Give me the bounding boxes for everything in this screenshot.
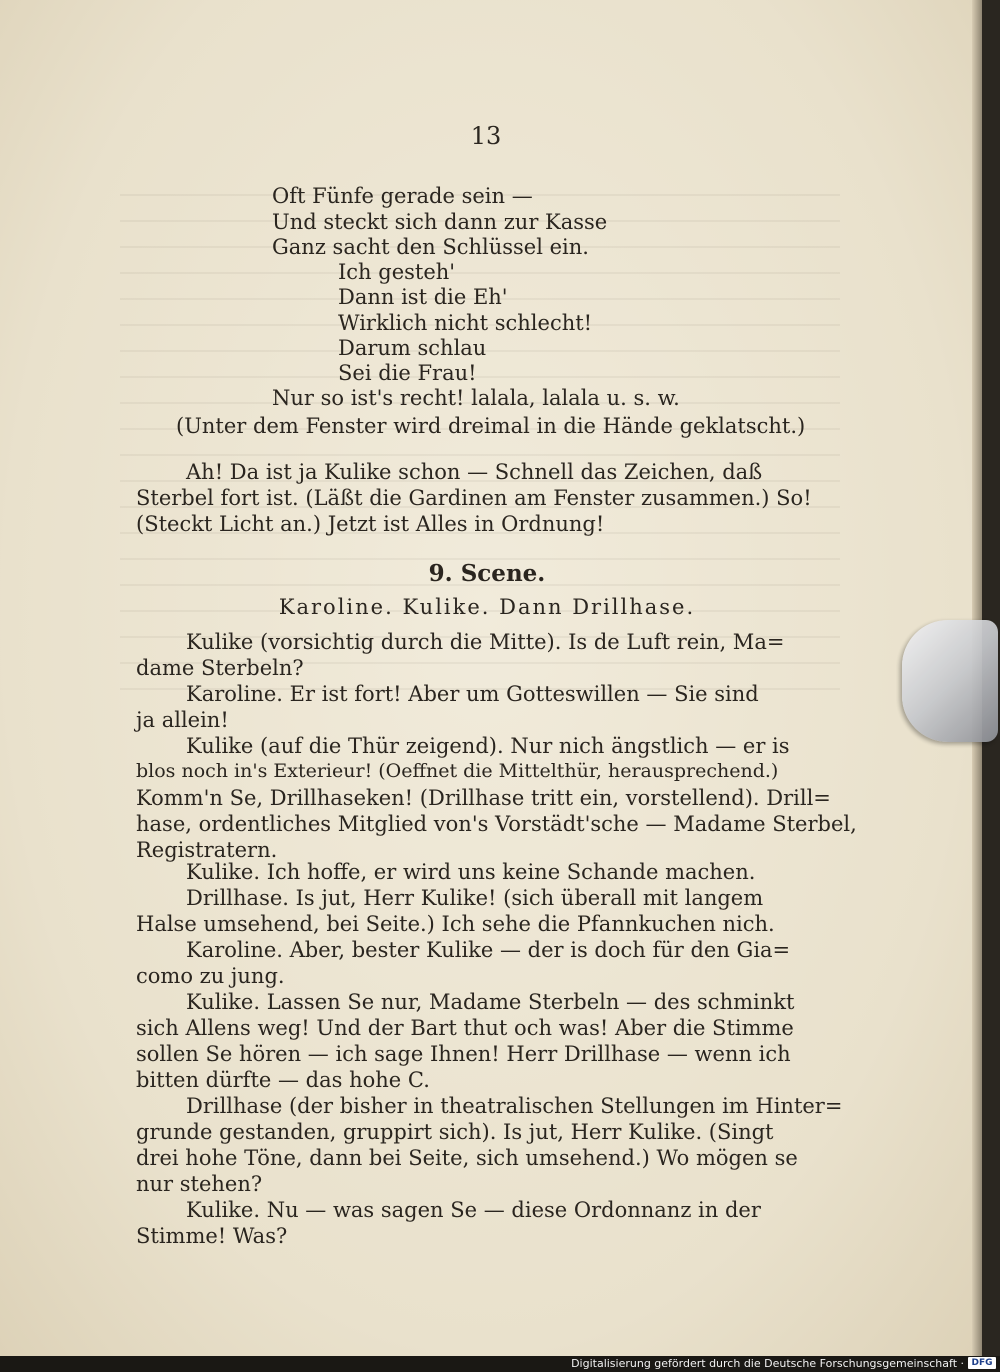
dialogue-line: Komm'n Se, Drillhaseken! (Drillhase tritt ein, vorstellend). Drill= bbox=[136, 786, 831, 810]
dialogue-line: drei hohe Töne, dann bei Seite, sich umsehend.) Wo mögen se bbox=[136, 1146, 798, 1170]
dialogue-line: sich Allens weg! Und der Bart thut och was! Aber die Stimme bbox=[136, 1016, 794, 1040]
dialogue-line: como zu jung. bbox=[136, 964, 285, 988]
dialogue-line: blos noch in's Exterieur! (Oeffnet die Mittelthür, herausprechend.) bbox=[136, 760, 779, 782]
paragraph-line: Ah! Da ist ja Kulike schon — Schnell das Zeichen, daß bbox=[186, 460, 763, 484]
verse-line: Dann ist die Eh' bbox=[338, 285, 508, 309]
verse-line: Oft Fünfe gerade sein — bbox=[272, 184, 533, 208]
dialogue-line: Karoline. Er ist fort! Aber um Gotteswillen — Sie sind bbox=[186, 682, 759, 706]
verse-line: Und steckt sich dann zur Kasse bbox=[272, 210, 608, 234]
verse-line: Ganz sacht den Schlüssel ein. bbox=[272, 235, 589, 259]
funding-note: Digitalisierung gefördert durch die Deutsche Forschungsgemeinschaft · bbox=[571, 1357, 964, 1370]
page-number: 13 bbox=[470, 122, 502, 150]
verse-line: Sei die Frau! bbox=[338, 361, 477, 385]
verse-line: Nur so ist's recht! lalala, lalala u. s. w. bbox=[272, 386, 680, 410]
dialogue-line: Kulike (vorsichtig durch die Mitte). Is de Luft rein, Ma= bbox=[186, 630, 785, 654]
paragraph-line: (Steckt Licht an.) Jetzt ist Alles in Ordnung! bbox=[136, 512, 605, 536]
dialogue-line: hase, ordentliches Mitglied von's Vorstädt'sche — Madame Sterbel, bbox=[136, 812, 857, 836]
verse-line: Darum schlau bbox=[338, 336, 487, 360]
dialogue-line: grunde gestanden, gruppirt sich). Is jut, Herr Kulike. (Singt bbox=[136, 1120, 774, 1144]
page-clip-tab bbox=[902, 620, 998, 742]
scene-title: 9. Scene. bbox=[428, 560, 546, 587]
dialogue-line: Kulike. Lassen Se nur, Madame Sterbeln — des schminkt bbox=[186, 990, 795, 1014]
dialogue-line: Stimme! Was? bbox=[136, 1224, 288, 1248]
dialogue-line: dame Sterbeln? bbox=[136, 656, 304, 680]
paragraph-line: Sterbel fort ist. (Läßt die Gardinen am Fenster zusammen.) So! bbox=[136, 486, 812, 510]
dialogue-line: sollen Se hören — ich sage Ihnen! Herr Drillhase — wenn ich bbox=[136, 1042, 791, 1066]
dialogue-line: Kulike (auf die Thür zeigend). Nur nich ängstlich — er is bbox=[186, 734, 790, 758]
dialogue-line: bitten dürfte — das hohe C. bbox=[136, 1068, 430, 1092]
dialogue-line: Halse umsehend, bei Seite.) Ich sehe die Pfannkuchen nich. bbox=[136, 912, 775, 936]
verse-line: Ich gesteh' bbox=[338, 260, 456, 284]
dfg-logo: DFG bbox=[968, 1357, 996, 1369]
stage-direction: (Unter dem Fenster wird dreimal in die Hände geklatscht.) bbox=[176, 414, 806, 438]
dialogue-line: Kulike. Ich hoffe, er wird uns keine Schande machen. bbox=[186, 860, 756, 884]
dialogue-line: nur stehen? bbox=[136, 1172, 263, 1196]
dialogue-line: Karoline. Aber, bester Kulike — der is doch für den Gia= bbox=[186, 938, 791, 962]
verse-line: Wirklich nicht schlecht! bbox=[338, 311, 593, 335]
dialogue-line: Kulike. Nu — was sagen Se — diese Ordonnanz in der bbox=[186, 1198, 761, 1222]
dialogue-line: Registratern. bbox=[136, 838, 278, 862]
dialogue-line: Drillhase. Is jut, Herr Kulike! (sich überall mit langem bbox=[186, 886, 764, 910]
scene-characters: Karoline. Kulike. Dann Drillhase. bbox=[278, 595, 696, 619]
dialogue-line: ja allein! bbox=[136, 708, 229, 732]
dialogue-line: Drillhase (der bisher in theatralischen Stellungen im Hinter= bbox=[186, 1094, 843, 1118]
